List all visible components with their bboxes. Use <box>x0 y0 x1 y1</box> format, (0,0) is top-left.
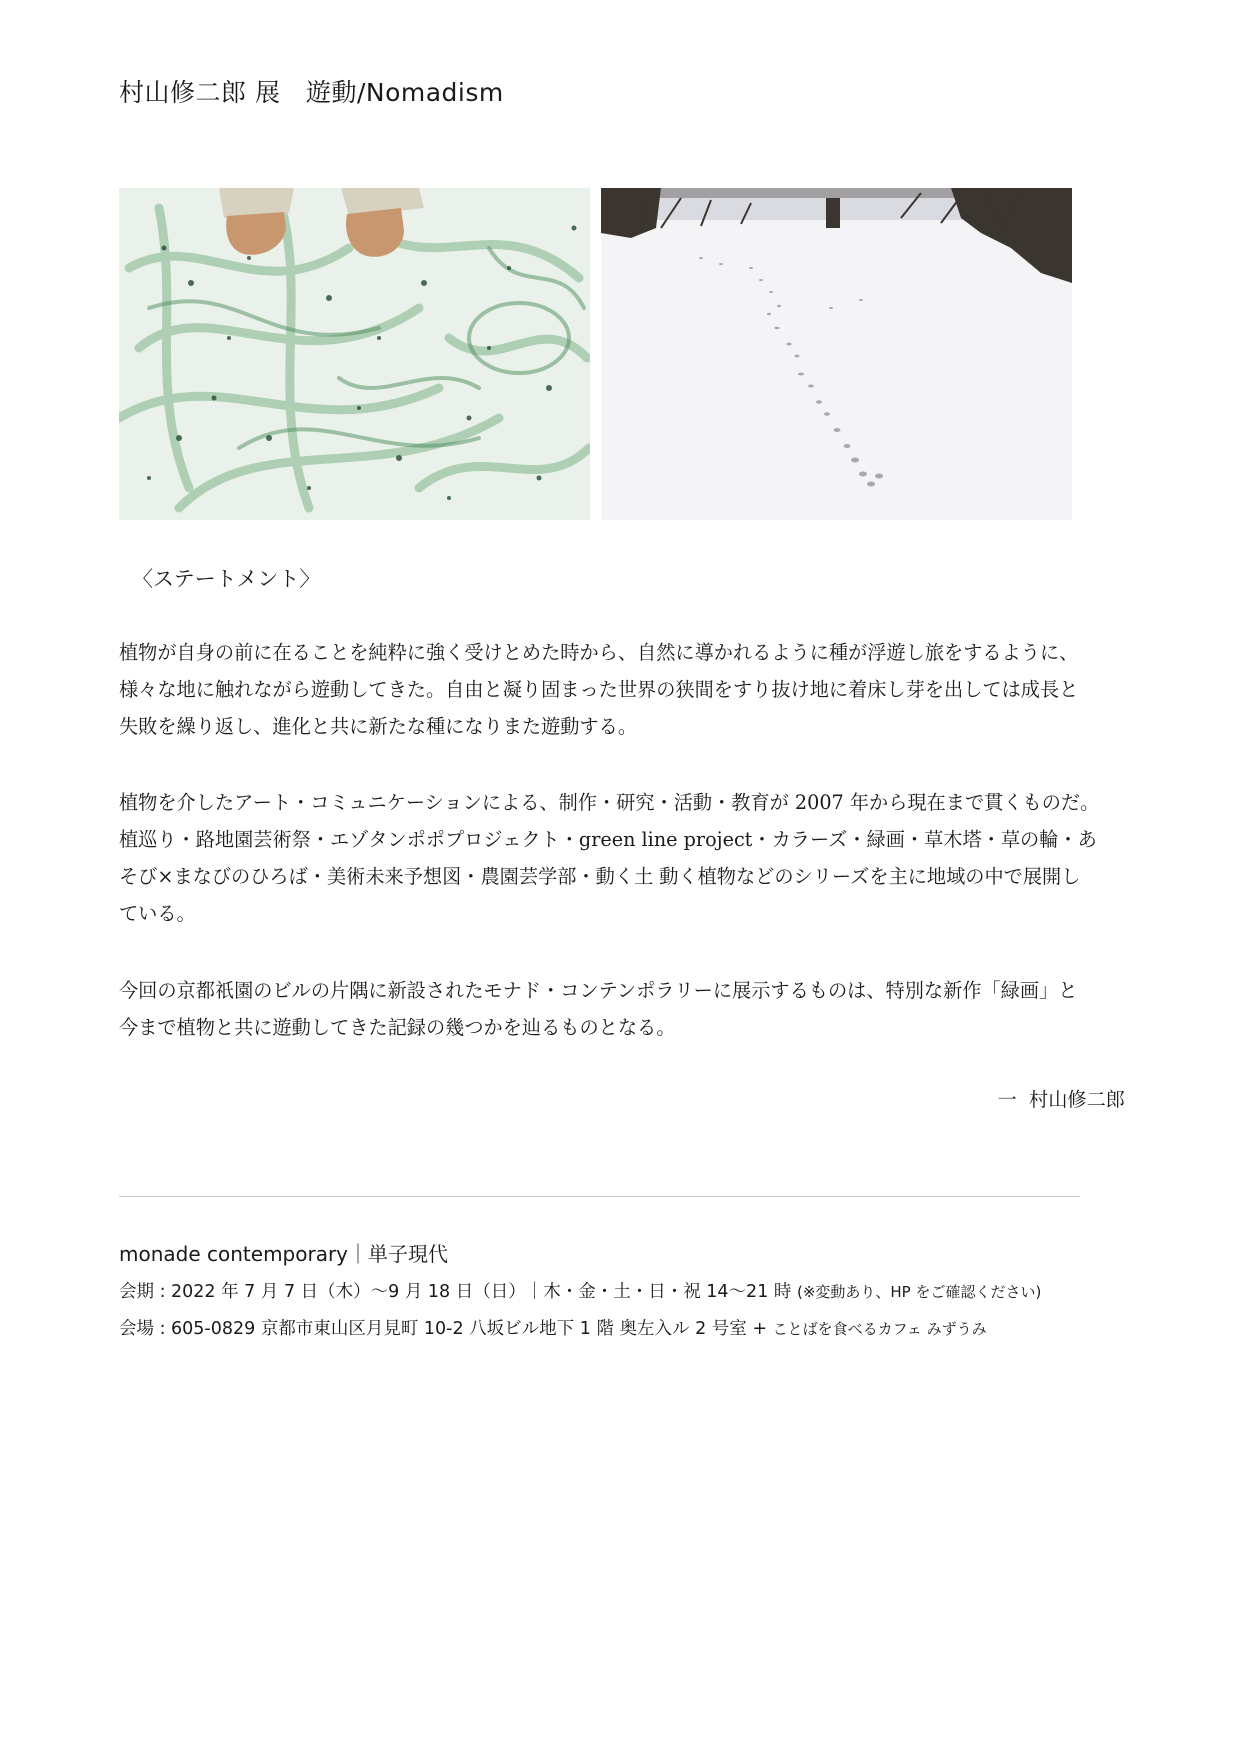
feet-on-green-paper-image <box>119 188 590 520</box>
cafe-name: ことばを食べるカフェ みずうみ <box>772 1320 987 1338</box>
author-signature: 一 村山修二郎 <box>997 1088 1125 1111</box>
page-title: 村山修二郎 展 遊動/Nomadism <box>119 78 504 107</box>
statement-line: 植巡り・路地園芸術祭・エゾタンポポプロジェクト・green line project・カラーズ・緑画・草木塔・草の輪・あ <box>119 828 1097 851</box>
statement-line: 植物が自身の前に在ることを純粋に強く受けとめた時から、自然に導かれるように種が浮遊し旅をするように、 <box>119 641 1079 664</box>
period-note: (※変動あり、HP をご確認ください) <box>796 1283 1042 1301</box>
statement-line: 植物を介したアート・コミュニケーションによる、制作・研究・活動・教育が 2007 年から現在まで貫くものだ。 <box>119 791 1100 814</box>
period-text: 会期 : 2022 年 7 月 7 日（木）〜9 月 18 日（日）｜木・金・土・日・祝 14〜21 時 <box>119 1282 792 1302</box>
statement-line: 様々な地に触れながら遊動してきた。自由と凝り固まった世界の狭間をすり抜け地に着床し芽を出しては成長と <box>119 678 1079 701</box>
statement-line: 失敗を繰り返し、進化と共に新たな種になりまた遊動する。 <box>119 715 638 738</box>
statement-line: そび×まなびのひろば・美術未来予想図・農園芸学部・動く土 動く植物などのシリーズを主に地域の中で展開し <box>119 865 1081 888</box>
statement-line: 今まで植物と共に遊動してきた記録の幾つかを辿るものとなる。 <box>119 1016 676 1039</box>
venue-name: monade contemporary｜単子現代 <box>119 1242 449 1266</box>
statement-paragraph-2 <box>119 784 1129 932</box>
statement-paragraph-3 <box>119 972 1129 1046</box>
statement-line: 今回の京都祇園のビルの片隅に新設されたモナド・コンテンポラリーに展示するものは、特別な新作「緑画」と <box>119 979 1078 1002</box>
snow-field-tracks-image <box>601 188 1072 520</box>
exhibition-period <box>119 1278 1041 1303</box>
divider <box>119 1196 1080 1197</box>
exhibition-venue-address <box>119 1315 987 1340</box>
statement-paragraph-1 <box>119 634 1129 745</box>
statement-heading: 〈ステートメント〉 <box>132 567 321 591</box>
statement-line: ている。 <box>119 902 196 925</box>
address-text: 会場 : 605-0829 京都市東山区月見町 10-2 八坂ビル地下 1 階 奥左入ル 2 号室 + <box>119 1319 767 1339</box>
